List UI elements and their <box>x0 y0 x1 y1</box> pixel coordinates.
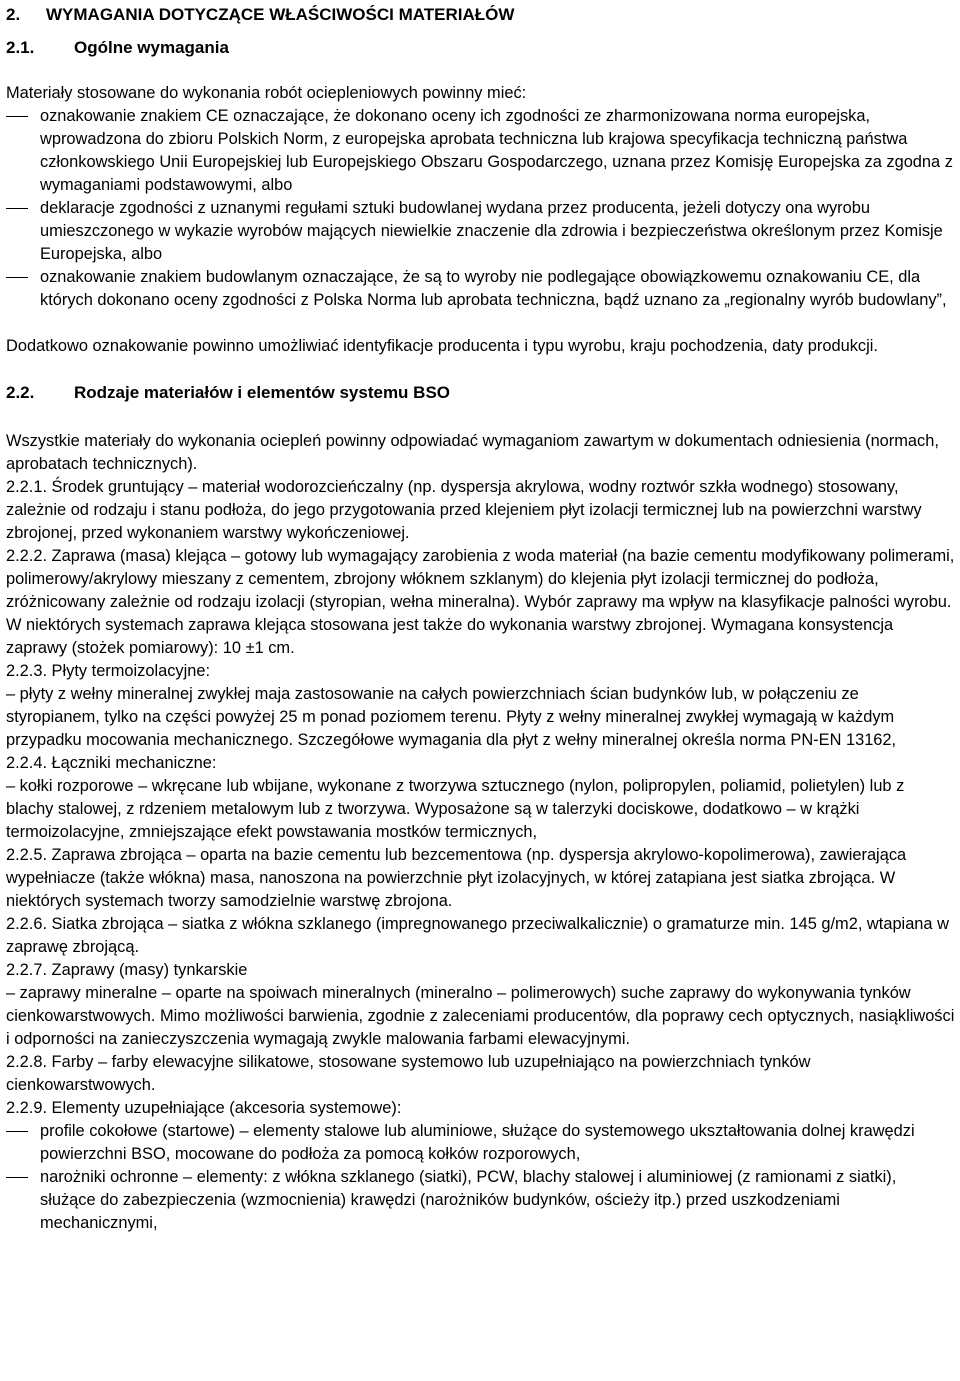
accessory-item-corner-protectors <box>6 1166 956 1235</box>
section-2-title: WYMAGANIA DOTYCZĄCE WŁAŚCIWOŚCI MATERIAŁÓW <box>46 5 515 24</box>
section-2-1-intro: Materiały stosowane do wykonania robót ociepleniowych powinny mieć: <box>6 84 527 102</box>
accessory-item-base-profiles-text: profile cokołowe (startowe) – elementy stalowe lub aluminiowe, służące do systemowego ukształtowania dolnej krawędzi powierzchni BSO, mocowane do podłoża za pomocą kołków rozporowych, <box>40 1122 915 1163</box>
accessory-item-base-profiles <box>6 1120 956 1166</box>
dash-bullet <box>6 116 28 117</box>
requirement-item-declaration-text: deklaracje zgodności z uznanymi regułami sztuki budowlanej wydana przez producenta, jeżeli dotyczy ona wyrobu umieszczonego w wykazie wyrobów mających niewielkie znaczenie dla zdrowia i bezpieczeństwa określonym przez Komisje Europejska, albo <box>40 199 943 263</box>
paragraph-2-2-1: 2.2.1. Środek gruntujący – materiał wodorozcieńczalny (np. dyspersja akrylowa, wodny roztwór szkła wodnego) stosowany, zależnie od rodzaju i stanu podłoża, do jego przygotowania przed klejeniem płyt izolacji termicznej lub na powierzchni warstwy zbrojonej, przed wykonaniem warstwy wykończeniowej. <box>6 478 922 542</box>
paragraph-2-2-3-body: – płyty z wełny mineralnej zwykłej maja zastosowanie na całych powierzchniach ścian budynków lub, w połączeniu ze styropianem, tylko na części powyżej 25 m ponad poziomem terenu. Płyty z wełny mineralnej zwykłej wymagają w każdym przypadku mocowania mechanicznego. Szczegółowe wymagania dla płyt z wełny mineralnej określa norma PN-EN 13162, <box>6 685 897 749</box>
requirement-item-building-mark <box>6 266 956 312</box>
document-page <box>6 3 956 1235</box>
section-2-1-heading <box>6 36 956 59</box>
section-2-heading <box>6 3 956 26</box>
requirement-item-ce <box>6 105 956 197</box>
paragraph-2-2-4-title: 2.2.4. Łączniki mechaniczne: <box>6 754 217 772</box>
section-2-1-additional: Dodatkowo oznakowanie powinno umożliwiać identyfikacje producenta i typu wyrobu, kraju pochodzenia, daty produkcji. <box>6 337 878 355</box>
paragraph-2-2-4-body: – kołki rozporowe – wkręcane lub wbijane, wykonane z tworzywa sztucznego (nylon, polipropylen, poliamid, polietylen) lub z blachy stalowej, z rdzeniem metalowym lub z tworzywa. Wyposażone są w talerzyki dociskowe, dodatkowo – w krążki termoizolacyjne, zmniejszające efekt powstawania mostków termicznych, <box>6 777 905 841</box>
paragraph-2-2-2: 2.2.2. Zaprawa (masa) klejąca – gotowy lub wymagający zarobienia z woda materiał (na bazie cementu modyfikowany polimerami, polimerowy/akrylowy mieszany z cementem, zbrojony włóknem szklanym) do klejenia płyt izolacji termicznej do podłoża, zróżnicowany zależnie od rodzaju izolacji (styropian, wełna mineralna). Wybór zaprawy ma wpływ na klasyfikacje palności wyrobu. W niektórych systemach zaprawa klejąca stosowana jest także do wykonania warstwy zbrojonej. Wymagana konsystencja zaprawy (stożek pomiarowy): 10 ±1 cm. <box>6 547 955 657</box>
paragraph-2-2-8: 2.2.8. Farby – farby elewacyjne silikatowe, stosowane systemowo lub uzupełniająco na powierzchniach tynków cienkowarstwowych. <box>6 1053 811 1094</box>
accessory-item-corner-protectors-text: narożniki ochronne – elementy: z włókna szklanego (siatki), PCW, blachy stalowej i aluminiowej (z ramionami z siatki), służące do zabezpieczenia (wzmocnienia) krawędzi (narożników budynków, ościeży itp.) przed uszkodzeniami mechanicznymi, <box>40 1168 897 1232</box>
paragraph-2-2-9-title: 2.2.9. Elementy uzupełniające (akcesoria systemowe): <box>6 1099 402 1117</box>
dash-bullet <box>6 277 28 278</box>
requirement-item-building-mark-text: oznakowanie znakiem budowlanym oznaczające, że są to wyroby nie podlegające obowiązkowemu oznakowaniu CE, dla których dokonano oceny zgodności z Polska Norma lub aprobata techniczna, bądź uznano za „regionalny wyrób budowlany”, <box>40 268 947 309</box>
paragraph-2-2-6: 2.2.6. Siatka zbrojąca – siatka z włókna szklanego (impregnowanego przeciwalkalicznie) o gramaturze min. 145 g/m2, wtapiana w zaprawę zbrojącą. <box>6 915 949 956</box>
section-2-2-intro: Wszystkie materiały do wykonania ociepleń powinny odpowiadać wymaganiom zawartym w dokumentach odniesienia (normach, aprobatach technicznych). <box>6 432 939 473</box>
section-2-1-title: Ogólne wymagania <box>74 38 229 57</box>
section-2-2-title: Rodzaje materiałów i elementów systemu BSO <box>74 383 451 402</box>
paragraph-2-2-7-body: – zaprawy mineralne – oparte na spoiwach mineralnych (mineralno – polimerowych) suche zaprawy do wykonywania tynków cienkowarstwowych. Mimo możliwości barwienia, zgodnie z zaleceniami producentów, dla poprawy cech optycznych, nasiąkliwości i odporności na zanieczyszczenia wymagają zwykle malowania farbami elewacyjnymi. <box>6 984 955 1048</box>
section-2-2-number: 2.2. <box>6 383 35 402</box>
section-2-1-number: 2.1. <box>6 38 35 57</box>
section-2-2-heading <box>6 381 956 404</box>
dash-bullet <box>6 208 28 209</box>
section-2-number: 2. <box>6 5 21 24</box>
dash-bullet <box>6 1177 28 1178</box>
paragraph-2-2-7-title: 2.2.7. Zaprawy (masy) tynkarskie <box>6 961 248 979</box>
paragraph-2-2-5: 2.2.5. Zaprawa zbrojąca – oparta na bazie cementu lub bezcementowa (np. dyspersja akrylowo-kopolimerowa), zawierająca wypełniacze (także włókna) masa, nanoszona na powierzchnie płyt izolacyjnych, w której zatapiana jest siatka zbrojąca. W niektórych systemach tworzy samodzielnie warstwę zbrojona. <box>6 846 907 910</box>
paragraph-2-2-3-title: 2.2.3. Płyty termoizolacyjne: <box>6 662 211 680</box>
requirement-item-declaration <box>6 197 956 266</box>
requirement-item-ce-text: oznakowanie znakiem CE oznaczające, że dokonano oceny ich zgodności ze zharmonizowana norma europejska, wprowadzona do zbioru Polskich Norm, z europejska aprobata techniczna lub krajowa specyfikacja techniczną państwa członkowskiego Unii Europejskiej lub Europejskiego Obszaru Gospodarczego, uznana przez Komisję Europejska za zgodna z wymaganiami podstawowymi, albo <box>40 107 953 194</box>
dash-bullet <box>6 1131 28 1132</box>
